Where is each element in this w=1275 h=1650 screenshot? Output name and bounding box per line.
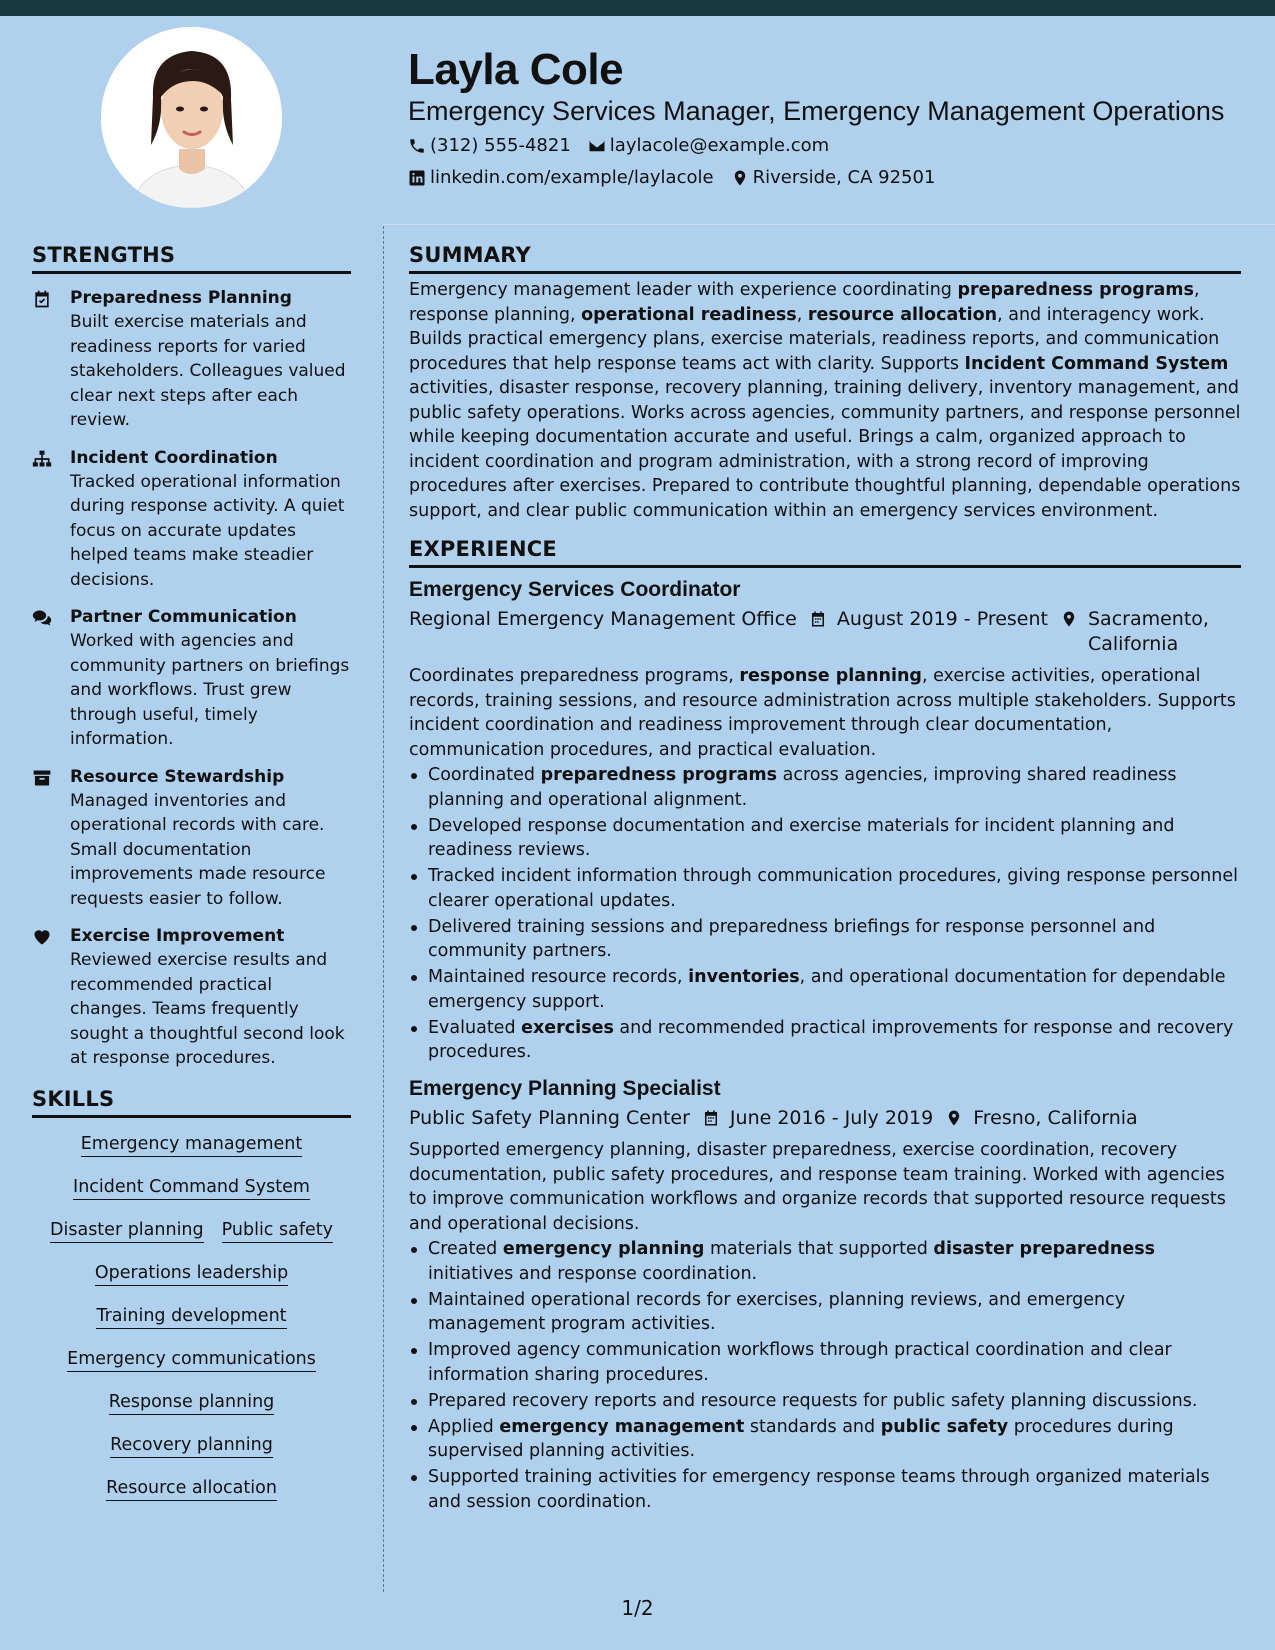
skill-tag: Public safety xyxy=(222,1210,333,1243)
job-location xyxy=(1060,607,1210,656)
job-meta xyxy=(409,607,1241,656)
strength-desc: Managed inventories and operational records with care. Small documentation improvements made resource requests easier to follow. xyxy=(70,790,326,909)
calendar-icon xyxy=(702,1108,720,1128)
skill-tag: Response planning xyxy=(109,1382,275,1415)
bullet-item: Supported training activities for emergency response teams through organized materials and session coordination. xyxy=(409,1465,1241,1514)
bold-text: Incident Command System xyxy=(964,353,1229,374)
job-location-text: Sacramento, California xyxy=(1087,608,1209,655)
phone-icon xyxy=(408,137,426,155)
bullet-item: Delivered training sessions and preparedness briefings for response personnel and community partners. xyxy=(409,915,1241,964)
strength-desc: Built exercise materials and readiness reports for varied stakeholders. Colleagues valued clear next steps after each review. xyxy=(70,312,346,430)
job-description: Supported emergency planning, disaster preparedness, exercise coordination, recovery documentation, public safety procedures, and response team training. Worked with agencies to improve communication workflows and organize records that supported resource requests and operational decisions. xyxy=(409,1140,1226,1234)
job-entry xyxy=(409,575,1241,1065)
bold-text: public safety xyxy=(880,1416,1009,1437)
skill-tag: Operations leadership xyxy=(95,1253,288,1286)
envelope-icon xyxy=(588,137,606,155)
strength-title: Partner Communication xyxy=(70,607,297,627)
strength-item xyxy=(32,286,351,433)
bullet-item: Improved agency communication workflows through practical coordination and clear information sharing procedures. xyxy=(409,1338,1241,1387)
job-organization: Public Safety Planning Center xyxy=(409,1106,690,1129)
strength-item xyxy=(32,924,351,1071)
bullet-item: Evaluated exercises and recommended practical improvements for response and recovery procedures. xyxy=(409,1016,1241,1065)
sitemap-icon xyxy=(32,449,52,469)
job-dates-text: June 2016 - July 2019 xyxy=(729,1106,934,1129)
portrait-image xyxy=(101,27,282,208)
bullet-item: Maintained operational records for exercises, planning reviews, and emergency management program activities. xyxy=(409,1288,1241,1337)
email-contact[interactable] xyxy=(588,134,829,158)
bullet-item: Created emergency planning materials that supported disaster preparedness initiatives and response coordination. xyxy=(409,1237,1241,1286)
bullet-item: Coordinated preparedness programs across agencies, improving shared readiness planning and operational alignment. xyxy=(409,763,1241,812)
skills-heading: SKILLS xyxy=(32,1084,351,1118)
skill-tag: Incident Command System xyxy=(73,1167,310,1200)
job-location xyxy=(945,1106,1138,1131)
contact-row-1 xyxy=(408,134,846,158)
strength-item xyxy=(32,446,351,593)
bold-text: response planning xyxy=(739,666,922,686)
bold-text: preparedness programs xyxy=(540,765,778,785)
job-bullets xyxy=(409,1237,1241,1514)
phone-contact[interactable] xyxy=(408,134,571,158)
job-dates xyxy=(809,607,1048,656)
job-location-text: Fresno, California xyxy=(973,1106,1138,1129)
job-meta xyxy=(409,1106,1241,1131)
bullet-item: Developed response documentation and exercise materials for incident planning and readiness reviews. xyxy=(409,814,1241,863)
skill-tag: Disaster planning xyxy=(50,1210,204,1243)
strength-desc: Tracked operational information during response activity. A quiet focus on accurate updates helped teams make steadier decisions. xyxy=(70,471,345,590)
contact-row-2 xyxy=(408,166,952,190)
left-column xyxy=(32,240,351,1511)
strength-title: Preparedness Planning xyxy=(70,288,292,308)
strength-desc: Reviewed exercise results and recommended practical changes. Teams frequently sought a thoughtful second look at response procedures. xyxy=(70,950,345,1068)
bullet-item: Maintained resource records, inventories, and operational documentation for dependable emergency support. xyxy=(409,965,1241,1014)
strengths-list xyxy=(32,286,351,1071)
bold-text: preparedness programs xyxy=(957,280,1194,300)
map-pin-icon xyxy=(1060,609,1078,629)
location-text: Riverside, CA 92501 xyxy=(752,167,936,188)
skill-tag: Recovery planning xyxy=(110,1425,273,1458)
map-pin-icon xyxy=(731,169,749,187)
strength-title: Exercise Improvement xyxy=(70,926,285,946)
bold-text: emergency planning xyxy=(502,1239,705,1259)
header-divider xyxy=(383,224,1275,225)
comments-icon xyxy=(32,608,52,628)
strength-item xyxy=(32,605,351,752)
bold-text: emergency management xyxy=(499,1416,745,1437)
bold-text: exercises xyxy=(521,1017,614,1038)
bullet-item: Prepared recovery reports and resource requests for public safety planning discussions. xyxy=(409,1389,1241,1414)
map-pin-icon xyxy=(945,1108,963,1128)
strength-title: Resource Stewardship xyxy=(70,766,285,787)
strength-title: Incident Coordination xyxy=(70,447,278,468)
summary-heading: SUMMARY xyxy=(409,240,1241,274)
top-accent-bar xyxy=(0,0,1275,16)
right-column xyxy=(409,240,1241,1516)
job-description: Coordinates preparedness programs, response planning, exercise activities, operational records, training sessions, and resource administration across multiple stakeholders. Supports incident coordination and readiness improvement through clear documentation, communication procedures, and practical evaluation. xyxy=(409,666,1236,760)
skill-tag: Training development xyxy=(96,1296,286,1329)
profile-photo xyxy=(101,27,282,208)
candidate-name: Layla Cole xyxy=(408,45,624,94)
skill-tag: Emergency communications xyxy=(67,1339,316,1372)
calendar-icon xyxy=(809,609,827,629)
bold-text: resource allocation xyxy=(807,304,998,325)
summary-text: Emergency management leader with experience coordinating preparedness programs, response planning, operational readiness, resource allocation, and interagency work. Builds practical emergency plans, exercise materials, readiness reports, and communication procedures that help response teams act with clarity. Supports Incident Command System activities, disaster response, recovery planning, training delivery, inventory management, and public safety operations. Works across agencies, community partners, and response personnel while keeping documentation accurate and useful. Brings a calm, organized approach to incident coordination and program administration, with a strong record of improving procedures after exercises. Prepared to contribute thoughtful planning, dependable operations support, and clear public communication within an emergency services environment. xyxy=(409,280,1241,521)
location-contact xyxy=(731,166,936,190)
bullet-item: Applied emergency management standards and public safety procedures during supervised planning activities. xyxy=(409,1415,1241,1464)
page-number: 1/2 xyxy=(621,1596,654,1620)
skill-tag: Emergency management xyxy=(81,1124,303,1157)
archive-box-icon xyxy=(32,768,52,788)
linkedin-contact[interactable] xyxy=(408,166,714,190)
job-bullets xyxy=(409,763,1241,1065)
bold-text: disaster preparedness xyxy=(933,1239,1156,1259)
column-divider xyxy=(383,226,384,1592)
skill-tag: Resource allocation xyxy=(106,1468,277,1501)
heart-icon xyxy=(32,927,52,947)
calendar-check-icon xyxy=(32,289,52,309)
bold-text: operational readiness xyxy=(581,304,797,325)
job-dates-text: August 2019 - Present xyxy=(836,608,1048,630)
job-entry xyxy=(409,1074,1241,1515)
experience-heading: EXPERIENCE xyxy=(409,534,1241,568)
strengths-heading: STRENGTHS xyxy=(32,240,351,274)
job-title: Emergency Planning Specialist xyxy=(409,1076,721,1100)
job-title: Emergency Services Coordinator xyxy=(409,578,741,601)
bold-text: inventories xyxy=(688,967,800,987)
strength-item xyxy=(32,765,351,912)
job-dates xyxy=(702,1106,933,1131)
phone-text: (312) 555-4821 xyxy=(430,135,571,156)
skills-list xyxy=(32,1124,351,1511)
linkedin-icon xyxy=(408,169,426,187)
job-organization: Regional Emergency Management Office xyxy=(409,608,797,630)
linkedin-text: linkedin.com/example/laylacole xyxy=(430,167,714,188)
email-text: laylacole@example.com xyxy=(609,135,830,156)
strength-desc: Worked with agencies and community partners on briefings and workflows. Trust grew through useful, timely information. xyxy=(70,631,350,749)
candidate-title: Emergency Services Manager, Emergency Management Operations xyxy=(408,96,1225,126)
bullet-item: Tracked incident information through communication procedures, giving response personnel clearer operational updates. xyxy=(409,864,1241,913)
